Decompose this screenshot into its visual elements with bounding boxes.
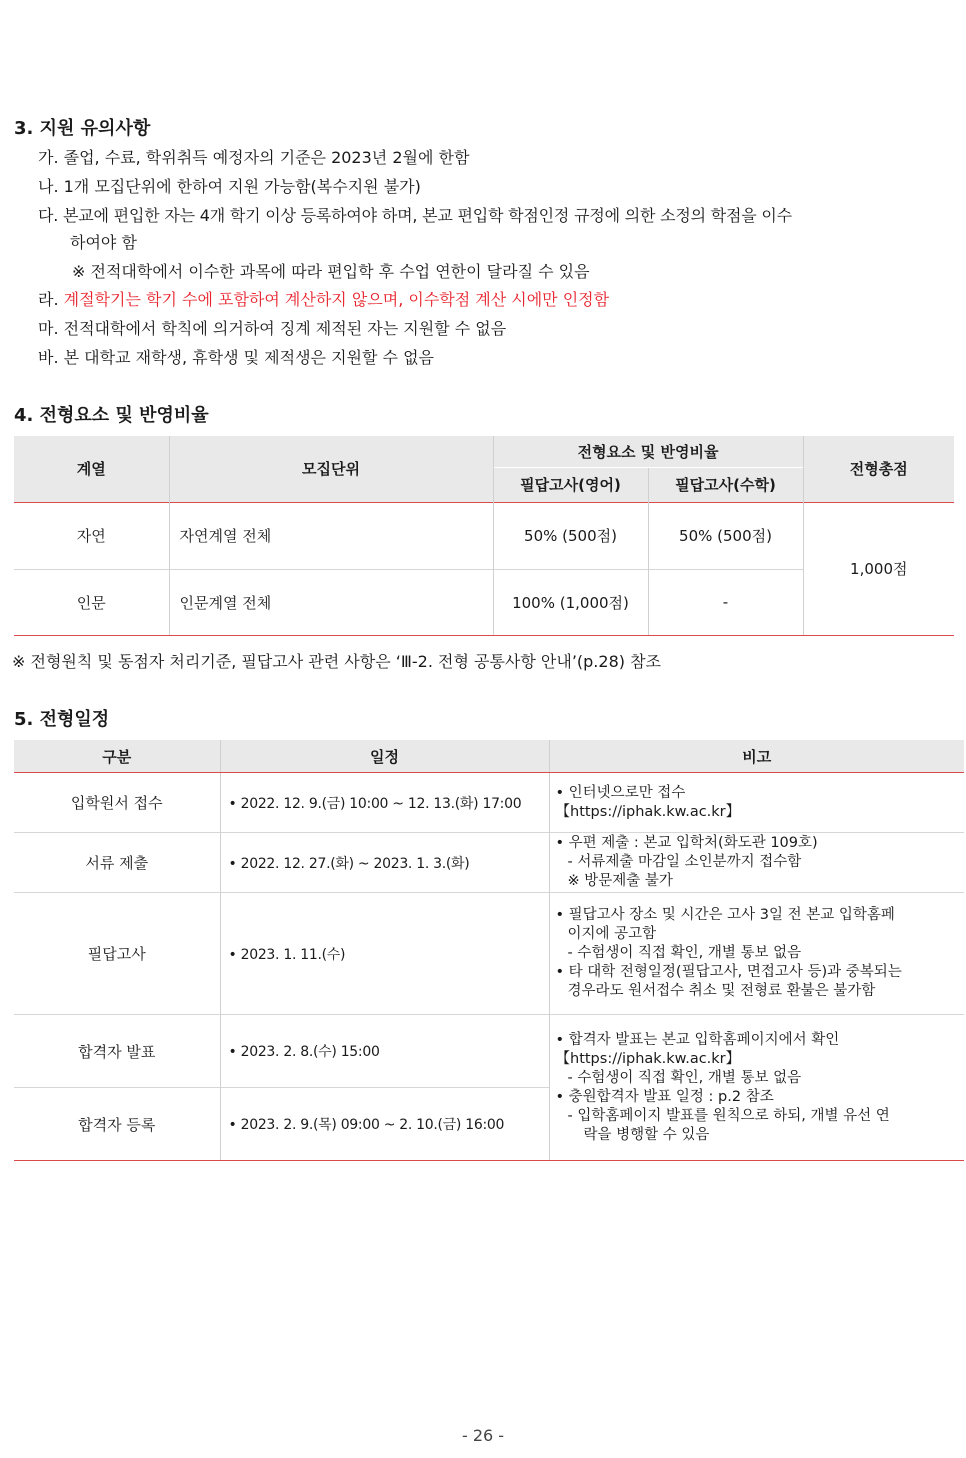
remark-line: • 충원합격자 발표 일정 : p.2 참조 — [555, 1088, 774, 1105]
header-total: 전형총점 — [803, 436, 954, 502]
remark-line: 이지에 공고함 — [567, 926, 657, 942]
section3-item-na: 나. 1개 모집단위에 한하여 지원 가능함(복수지원 불가) — [38, 177, 421, 196]
section3-item-ba: 바. 본 대학교 재학생, 휴학생 및 제적생은 지원할 수 없음 — [38, 348, 434, 367]
section3-item-ra — [38, 287, 609, 310]
row-math: 50% (500점) — [648, 502, 803, 569]
remark-line: ※ 방문제출 불가 — [567, 873, 673, 889]
row-remark — [549, 893, 964, 1015]
row-field: 인문 — [14, 569, 169, 635]
remark-line: - 입학홈페이지 발표를 원칙으로 하되, 개별 유선 연 — [567, 1107, 890, 1124]
header-field: 계열 — [14, 436, 169, 502]
section3-item-ra-text: 계절학기는 학기 수에 포함하여 계산하지 않으며, 이수학점 계산 시에만 인정함 — [63, 290, 610, 309]
header-eng: 필답고사(영어) — [493, 467, 648, 502]
table-row — [14, 1015, 964, 1088]
row-remark-shared — [549, 1015, 964, 1161]
header-math: 필답고사(수학) — [648, 467, 803, 502]
section5-title: 5. 전형일정 — [14, 709, 110, 730]
row-date: • 2022. 12. 27.(화) ~ 2023. 1. 3.(화) — [220, 833, 549, 893]
row-category: 합격자 발표 — [14, 1015, 220, 1088]
header-unit: 모집단위 — [169, 436, 493, 502]
remark-url: 【https://iphak.kw.ac.kr】 — [555, 1050, 741, 1067]
row-remark — [549, 773, 964, 833]
section3-item-ma: 마. 전적대학에서 학칙에 의거하여 징계 제적된 자는 지원할 수 없음 — [38, 319, 507, 338]
row-field: 자연 — [14, 502, 169, 569]
remark-line: 경우라도 원서접수 취소 및 전형료 환불은 불가함 — [567, 983, 876, 999]
remark-line: • 필답고사 장소 및 시간은 고사 3일 전 본교 입학홈페 — [555, 907, 895, 923]
row-date: • 2022. 12. 9.(금) 10:00 ~ 12. 13.(화) 17:00 — [220, 773, 549, 833]
table-row — [14, 502, 954, 569]
row-date: • 2023. 1. 11.(수) — [220, 893, 549, 1015]
remark-url: 【https://iphak.kw.ac.kr】 — [555, 803, 741, 820]
section4-title: 4. 전형요소 및 반영비율 — [14, 405, 209, 426]
selection-ratio-table — [14, 436, 954, 636]
header-date: 일정 — [220, 740, 549, 773]
row-category: 필답고사 — [14, 893, 220, 1015]
remark-line: - 서류제출 마감일 소인분까지 접수함 — [567, 854, 802, 870]
remark-line: • 우편 제출 : 본교 입학처(화도관 109호) — [555, 835, 818, 851]
row-date: • 2023. 2. 8.(수) 15:00 — [220, 1015, 549, 1088]
row-category: 입학원서 접수 — [70, 794, 163, 812]
remark-line: • 합격자 발표는 본교 입학홈페이지에서 확인 — [555, 1031, 840, 1048]
page-number: - 26 - — [461, 1426, 505, 1445]
header-category: 구분 — [14, 740, 220, 773]
remark-line: • 인터넷으로만 접수 — [555, 784, 686, 801]
row-eng: 50% (500점) — [493, 502, 648, 569]
section3-item-ga: 가. 졸업, 수료, 학위취득 예정자의 기준은 2023년 2월에 한함 — [38, 148, 470, 167]
row-unit: 인문계열 전체 — [169, 569, 493, 635]
total-score: 1,000점 — [803, 502, 954, 635]
row-math: - — [648, 569, 803, 635]
header-elements: 전형요소 및 반영비율 — [493, 436, 803, 467]
remark-line: - 수험생이 직접 확인, 개별 통보 없음 — [567, 1069, 802, 1086]
row-remark — [549, 833, 964, 893]
row-eng: 100% (1,000점) — [493, 569, 648, 635]
row-category: 합격자 등록 — [14, 1088, 220, 1161]
remark-line: - 수험생이 직접 확인, 개별 통보 없음 — [567, 945, 802, 961]
section3-item-da-cont: 하여야 함 — [70, 233, 137, 252]
schedule-table — [14, 740, 964, 1161]
remark-line: 락을 병행할 수 있음 — [583, 1126, 710, 1143]
table-row — [14, 773, 964, 833]
table-row — [14, 893, 964, 1015]
section3-item-ra-prefix: 라. — [38, 290, 64, 309]
row-category: 서류 제출 — [14, 833, 220, 893]
section3-item-da: 다. 본교에 편입한 자는 4개 학기 이상 등록하여야 하며, 본교 편입학 학점인정 규정에 의한 소정의 학점을 이수 — [38, 206, 792, 225]
remark-line: • 타 대학 전형일정(필답고사, 면접고사 등)과 중복되는 — [555, 964, 902, 980]
row-unit: 자연계열 전체 — [169, 502, 493, 569]
row-date: • 2023. 2. 9.(목) 09:00 ~ 2. 10.(금) 16:00 — [220, 1088, 549, 1161]
section3-item-da-note: ※ 전적대학에서 이수한 과목에 따라 편입학 후 수업 연한이 달라질 수 있음 — [72, 262, 590, 281]
section4-note: ※ 전형원칙 및 동점자 처리기준, 필답고사 관련 사항은 ‘Ⅲ-2. 전형 공통사항 안내’(p.28) 참조 — [12, 652, 661, 671]
header-remark: 비고 — [549, 740, 964, 773]
section3-title: 3. 지원 유의사항 — [14, 118, 151, 139]
table-row — [14, 833, 964, 893]
